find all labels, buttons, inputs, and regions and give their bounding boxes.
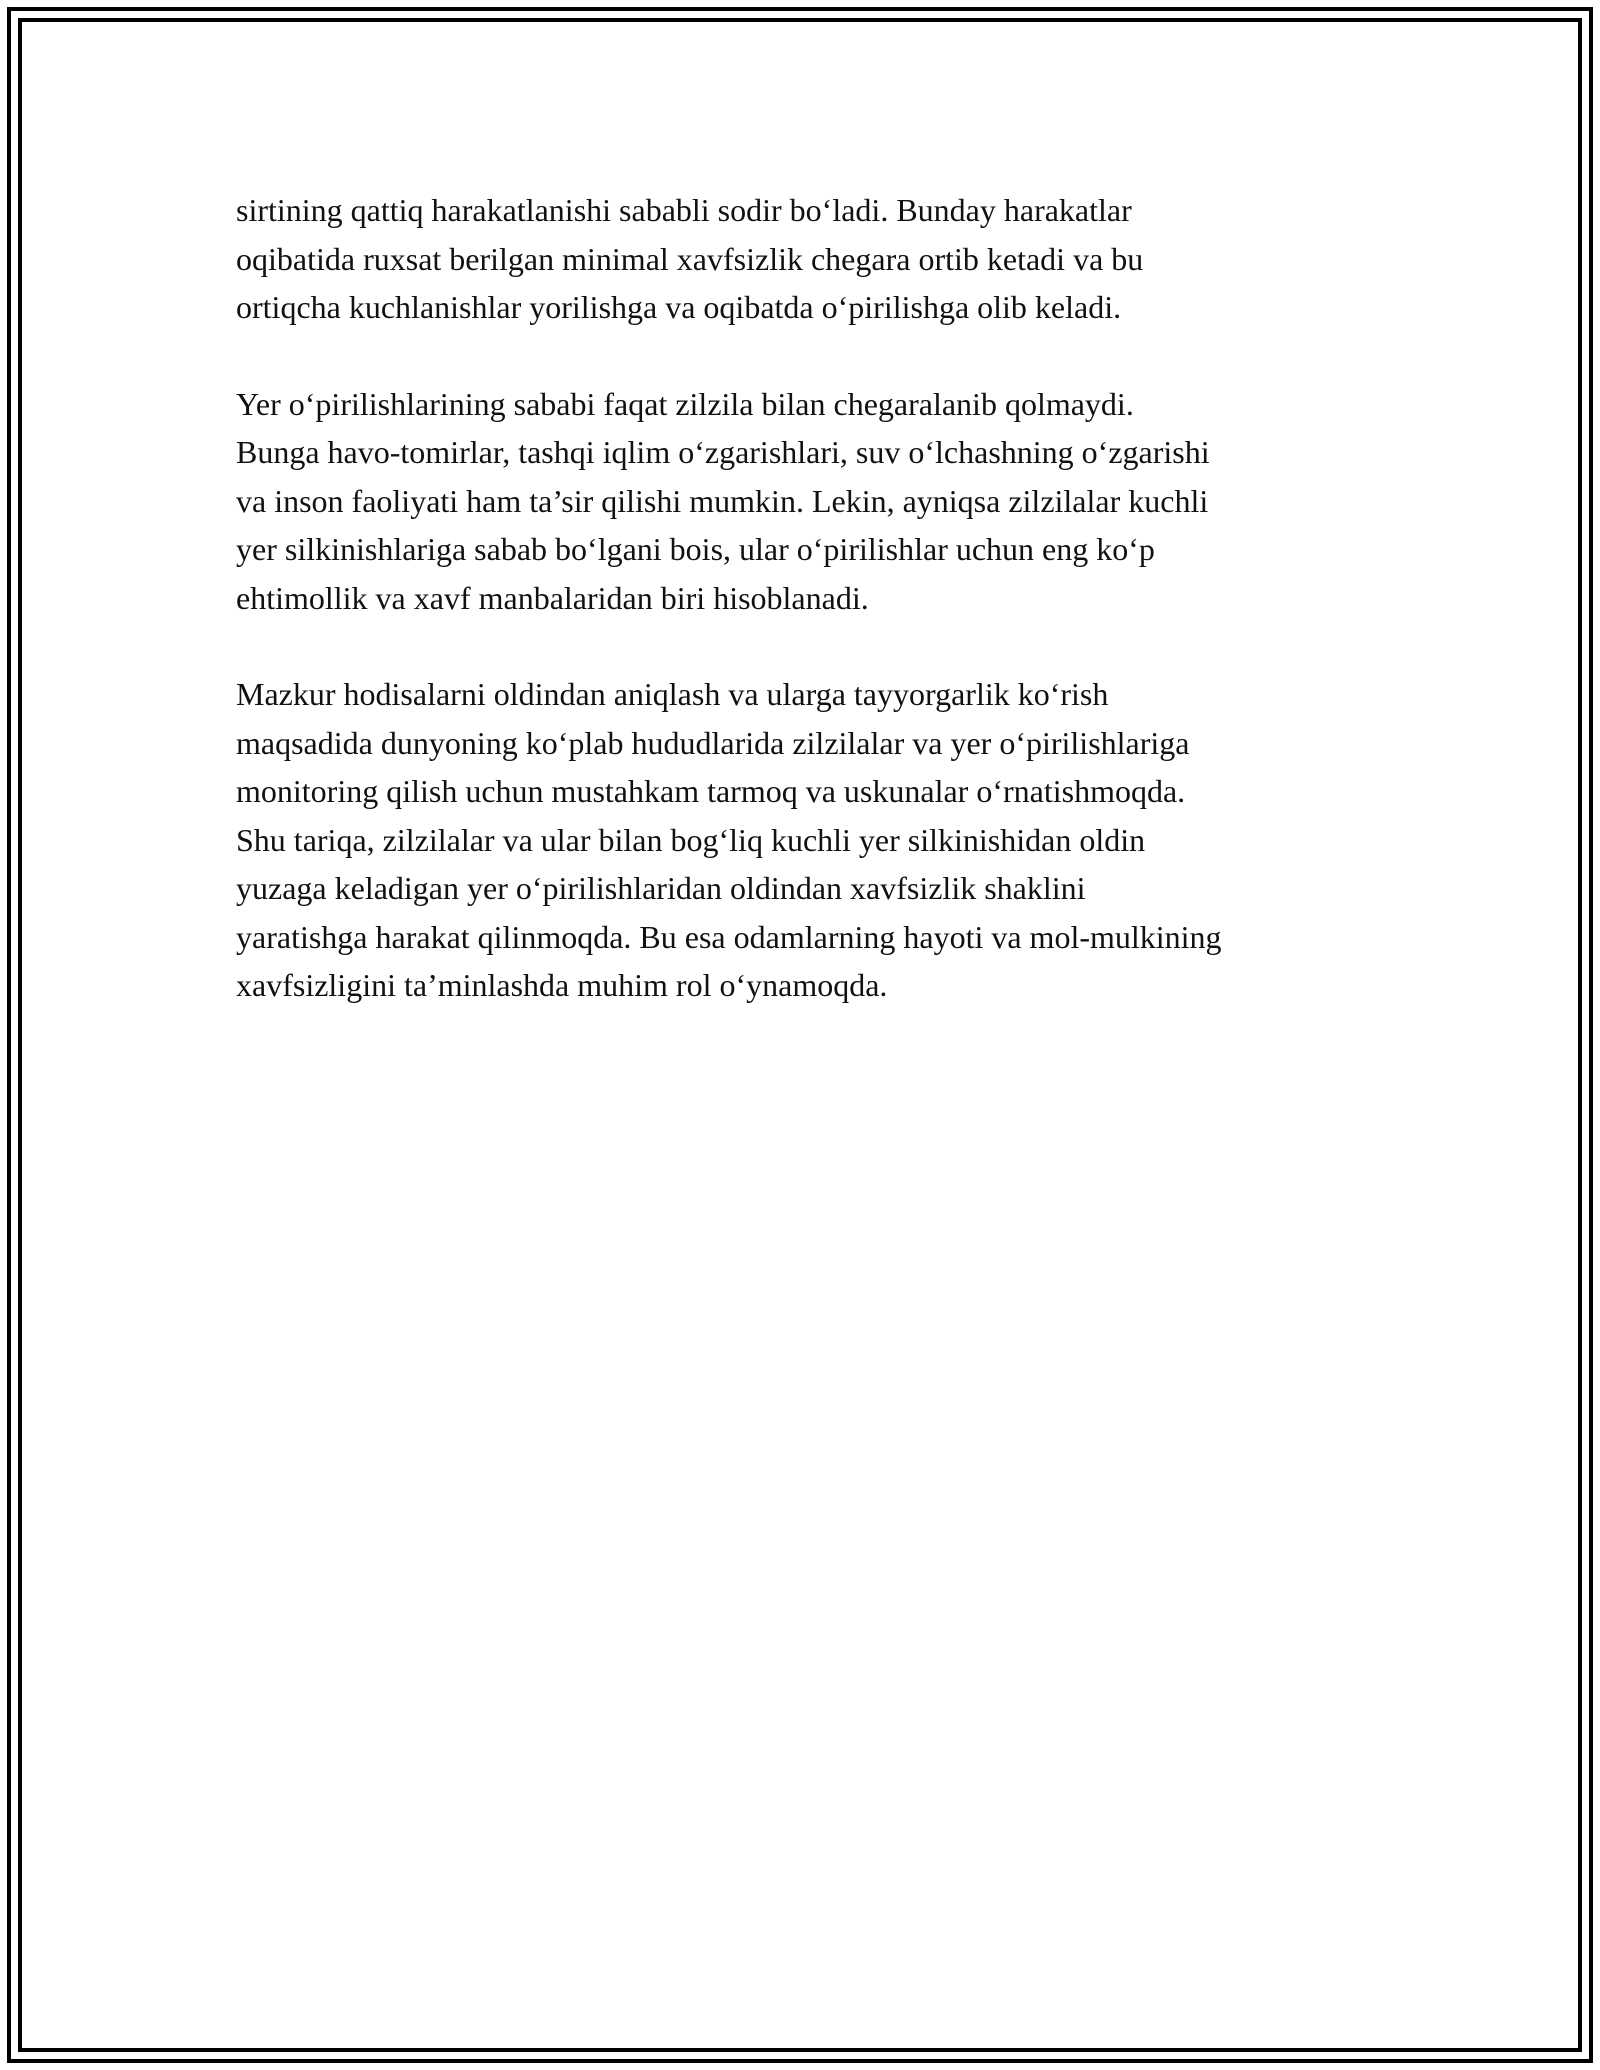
document-body bbox=[236, 186, 1386, 1058]
paragraph-3: Mazkur hodisalarni oldindan aniqlash va ularga tayyorgarlik ko‘rish maqsadida dunyoning ko‘plab hududlarida zilzilalar va yer o‘pirilishlariga monitoring qilish uchun mustahkam tarmoq va uskunalar o‘rnatishmoqda. Shu tariqa, zilzilalar va ular bilan bog‘liq kuchli yer silkinishidan oldin yuzaga keladigan yer o‘pirilishlaridan oldindan xavfsizlik shaklini yaratishga harakat qilinmoqda. Bu esa odamlarning hayoti va mol-mulkining xavfsizligini ta’minlashda muhim rol o‘ynamoqda. bbox=[236, 676, 1222, 1003]
paragraph-2: Yer o‘pirilishlarining sababi faqat zilzila bilan chegaralanib qolmaydi. Bunga havo-tomirlar, tashqi iqlim o‘zgarishlari, suv o‘lchashning o‘zgarishi va inson faoliyati ham ta’sir qilishi mumkin. Lekin, ayniqsa zilzilalar kuchli yer silkinishlariga sabab bo‘lgani bois, ular o‘pirilishlar uchun eng ko‘p ehtimollik va xavf manbalaridan biri hisoblanadi. bbox=[236, 385, 1210, 616]
paragraph-1: sirtining qattiq harakatlanishi sababli sodir bo‘ladi. Bunday harakatlar oqibatida ruxsat berilgan minimal xavfsizlik chegara ortib ketadi va bu ortiqcha kuchlanishlar yorilishga va oqibatda o‘pirilishga olib keladi. bbox=[236, 192, 1144, 325]
